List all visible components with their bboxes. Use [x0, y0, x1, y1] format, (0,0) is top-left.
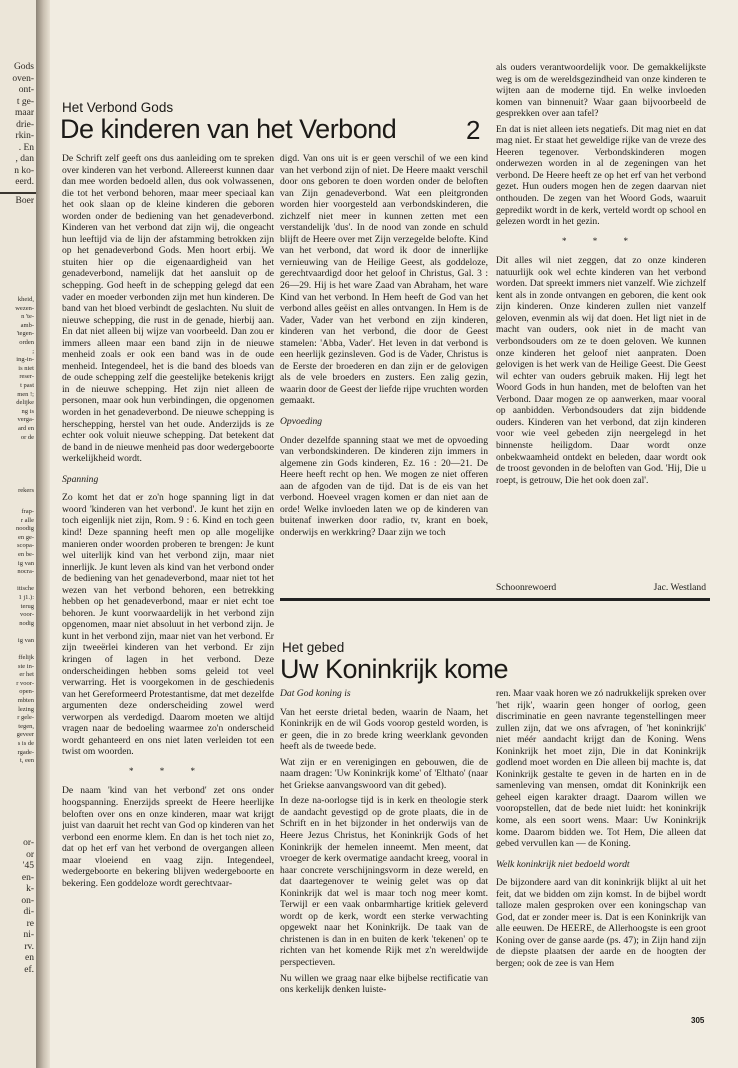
strip-line: scopa-: [17, 542, 34, 550]
strip-line: or de: [20, 433, 34, 441]
strip-line: rkin-: [15, 131, 34, 141]
strip-line: , dan: [15, 154, 34, 164]
paragraph: Van het eerste drietal beden, waarin de Naam, het Koninkrijk en de wil Gods voorop gesteld worden, is er geen, die in zo brede kring weerklank gevonden heeft als de tweede bede.: [280, 706, 488, 753]
paragraph: De naam 'kind van het verbond' zet ons onder hoogspanning. Enerzijds spreekt de Heere heerlijke beloften over ons en onze kinderen, maar wat krijgt juist van daaruit het recht van God op kinderen van het verbond een enorme klem. En dan is het toch niet zo, dat op het erf van het verbond de overgangen alleen maar vloeiend en vaag zijn. Integendeel, wedergeboorte en bekering blijven wedergeboorte en bekering. Een goddeloze wordt gerechtvaar-: [62, 785, 274, 889]
strip-line: maar: [15, 108, 34, 118]
paragraph: In deze na-oorlogse tijd is in kerk en theologie sterk de aandacht gevestigd op de grote plaats, die in de Schrift en in het bijzonder in het onderwijs van de Heere Jezus Christus, het Koninkrijk Gods of het Koninkrijk der hemelen inneemt. Men meent, dat vroeger de kerk overmatige aandacht kreeg, vooral in haar concrete verschijningsvorm in deze wereld, en dat daartegenover te weinig gelet was op dat Koninkrijk dat wel is maar toch nog meer komt. Terwijl er een vaak onbarmhartige kritiek geleverd wordt op de kerk, wordt een sterke verwachting opgewekt naar het Koninkrijk. De taak van de christenen is dan in en buiten de kerk 'tekenen' op te richten van het komende Rijk met z'n wereldwijde perspectieven.: [280, 795, 488, 969]
strip-line: t past: [20, 381, 34, 389]
strip-line: reser-: [19, 373, 34, 381]
strip-text-top: [12, 62, 34, 189]
strip-line: ni-: [23, 930, 34, 940]
strip-line: n 'te-: [21, 313, 34, 321]
article2-kicker: Het gebed: [282, 640, 345, 655]
signature-author: Jac. Westland: [653, 582, 706, 593]
strip-line: r alle: [20, 516, 34, 524]
article1-column-2: [280, 153, 488, 593]
strip-line: orden: [19, 338, 34, 346]
article1-column-3: [496, 62, 706, 582]
paragraph: De bijzondere aard van dit koninkrijk blijkt al uit het feit, dat we bidden om zijn komst. In de bijbel wordt talloze malen gesproken over een koningschap van God, dat er zonder meer is. Dat is een Koninkrijk van alle eeuwen. De HEERE, de Allerhoogste is een groot Koning over de ganse aarde (ps. 47); in Zijn hand zijn de diepste plaatsen der aarde en de hoogten der bergen; ook de zee is van Hem: [496, 877, 706, 970]
paragraph: Nu willen we graag naar elke bijbelse rectificatie van ons kerkelijk denken luiste-: [280, 972, 488, 996]
strip-line: rgade-: [17, 748, 34, 756]
strip-line: k-: [26, 884, 34, 894]
strip-text-bottom: [21, 838, 34, 976]
article2-column-3: [496, 688, 706, 1013]
strip-line: re: [26, 918, 34, 929]
strip-line: en: [25, 953, 34, 963]
magazine-page: [50, 0, 738, 1068]
strip-line: '45: [22, 861, 34, 871]
strip-line: nodig: [19, 619, 34, 627]
strip-line: drie-: [16, 119, 34, 130]
strip-line: er het: [19, 671, 34, 679]
strip-line: . En: [18, 142, 34, 153]
article2-title: Uw Koninkrijk kome: [280, 654, 509, 684]
signature-place: Schoonrewoerd: [496, 582, 557, 593]
article1-part-number: 2: [466, 115, 481, 145]
strip-line: ffelijk: [18, 654, 34, 662]
strip-line: open-: [19, 688, 34, 696]
subheading-dat-god-koning-is: Dat God koning is: [280, 688, 351, 699]
strip-line: r gele-: [17, 714, 34, 722]
article1-title: De kinderen van het Verbond: [60, 114, 397, 144]
strip-line: en be-: [17, 550, 34, 558]
paragraph: De Schrift zelf geeft ons dus aanleiding om te spreken over kinderen van het verbond. Allereerst kunnen daar dan mee worden bedoeld allen, dus ook volwassenen, die tot het verbond behoren, maar meer speciaal kan het ook slaan op de kleine kinderen die geboren worden onder de bediening van het genadeverbond. Kinderen van het verbond dat zijn wij, die ongeacht hun leeftijd via de lijn der afstamming betrokken zijn op het genadeverbond Gods. Men hoort erbij. We stuiten hier op die eigenaardigheid van het genadeverbond, namelijk dat het aansluit op de schepping. God heeft in de schepping gelegd dat een vader en moeder verbonden zijn met hun kinderen. De band van het bloed verbindt de geslachten. Nu sluit de nieuwe schepping, die rust in de genade, hierbij aan. En dat niet alleen bij wijze van voorbeeld. Dan zou er immers alleen maar een band zijn in de nieuwe menheid zoals er ook een band was in de oude menheid. Integendeel, het is die band des bloeds van de oude schepping zelf die geestelijke betekenis krijgt in de nieuwe schepping. Het zijn niet alleen de personen, maar ook hun verbindingen, die opgenomen worden in het genadeverbond. De nieuwe schepping is herschepping, herstel van het oude. Anderzijds is ze echter ook voluit nieuwe schepping. Dat betekent dat de band in de nieuwe menheid pas door wedergeboorte werkelijkheid wordt.: [62, 153, 274, 465]
section-stars: * * *: [562, 235, 640, 246]
strip-line: on-: [21, 895, 34, 906]
strip-text-boer: Boer: [15, 196, 34, 206]
strip-line: ont-: [18, 85, 34, 95]
strip-line: wezen-: [15, 304, 34, 312]
strip-line: [16, 646, 34, 655]
paragraph: ren. Maar vaak horen we zó nadrukkelijk spreken over 'het rijk', waarin geen honger of oorlog, geen discriminatie en geen navrante tegenstellingen meer zullen zijn, dat we ons afvragen, of 'het koninkrijk' niet méér aandacht krijgt dan de Koning. Wens Koninkrijk het moet zijn, Die in dat Koninkrijk godlend moet worden en Die alleen bij machte is, dat Koninkrijk gestalte te geven in de harten en in de samenleving van mensen, omdat dit Koninkrijk een geheel eigen karakter draagt. Daarom willen we vooropstellen, dat de bede niet luidt: het koninkrijk kome, als een soort wens. Maar: Uw Koninkrijk kome. Daarom bidden we. Tot Hem, Die alleen dat gebed vervullen kan — de Koning.: [496, 688, 706, 850]
strip-line: is niet: [18, 364, 34, 372]
strip-line: Gods: [13, 62, 34, 72]
strip-line: rv.: [24, 941, 34, 952]
strip-line: t ge-: [16, 96, 34, 107]
paragraph: digd. Van ons uit is er geen verschil of we een kind van het verbond zijn of niet. De Heere maakt verschil door ons geboren te doen worden onder de beloften van Zijn genadeverbond. Wat een pleitgronden worden hier voorgesteld aan verbondskinderen, die zichzelf niet meer in kunnen zetten met een verstandelijk 'dus'. In de nood van zonde en schuld blijft de Heere over met Zijn verzegelde belofte. Kind van het verbond, dat word ik door de innerlijke vernieuwing van de Heilige Geest, als goddeloze, gerechtvaardigd door het geloof in Christus, Gal. 3 : 26—29. Hij is het ware Zaad van Abraham, het ware Kind van het verbond. In Hem heeft de God van het verbond alles geëist en alles ontvangen. In Hem is de Vader, Vader van het verbond en zijn kinderen, kinderen van het verbond, die door de Geest stamelen: 'Abba, Vader'. Het leven in dat verbond is een heerlijk gezinsleven. God is de Vader, Christus is de Eerste der broederen en dan zijn er de gelovigen als de vele broeders en zusters. Een zalig gezin, waarin door de Geest der liefde rijpe vruchten worden gemaakt.: [280, 153, 488, 407]
page-number: 305: [691, 1016, 705, 1025]
strip-line: geveer: [16, 731, 34, 739]
paragraph: En dat is niet alleen iets negatiefs. Dit mag niet en dat mag niet. Er staat het geweldige rijke van de vreze des Heeren tegenover. Verbondskinderen mogen onderwezen worden in al de zegeningen van het verbond. De Heere heeft ze op het erf van het verbond gezet. Hun ouders mogen hen de zegen daarvan niet onthouden. De zegen van het Woord Gods, waaruit gepredikt wordt in de kerk, verteld wordt op school en gelezen wordt in het gezin.: [496, 123, 706, 228]
strip-text-breakers: rekers: [18, 487, 34, 494]
strip-line: n ko-: [14, 165, 34, 176]
subheading-welk-koninkrijk: Welk koninkrijk niet bedoeld wordt: [496, 858, 630, 870]
strip-line: ig van: [17, 559, 34, 567]
strip-line: terug: [20, 602, 34, 610]
strip-line: ng is: [21, 407, 34, 415]
strip-rule: [0, 192, 36, 194]
strip-line: r voor-: [16, 679, 34, 687]
strip-line: amb-: [20, 321, 34, 329]
adjacent-page-strip: [0, 0, 36, 1068]
subheading-opvoeding: Opvoeding: [280, 416, 323, 428]
strip-line: en ge-: [17, 533, 34, 541]
strip-line: ;: [32, 347, 34, 355]
binding-shadow: [36, 0, 50, 1068]
strip-line: s is de: [17, 740, 34, 748]
strip-line: 'tegen-: [16, 330, 34, 338]
strip-line: di-: [23, 907, 34, 917]
article2-column-2: [280, 688, 488, 1013]
strip-line: kheid,: [17, 296, 34, 303]
paragraph: als ouders verantwoordelijk voor. De gemakkelijkste weg is om de wereldsgezindheid van onze kinderen te wijten aan de moderne tijd. En welke invloeden komen van binnenuit? Waar gaan bijvoorbeeld de gesprekken over aan tafel?: [496, 62, 706, 120]
strip-line: oven-: [12, 73, 34, 84]
strip-line: frap-: [21, 508, 34, 515]
strip-line: voor-: [20, 611, 34, 619]
strip-line: men !;: [17, 390, 34, 398]
strip-line: or: [26, 849, 34, 860]
paragraph: Onder dezelfde spanning staat we met de opvoeding van verbondskinderen. De kinderen zijn immers in algemene zin Gods kinderen, Ez. 16 : 20—21. De Heere heeft recht op hen. We mogen ze niet offeren aan de afgoden van de tijd. Dat is de eis van het verbond. Hoeveel vragen komen er dan niet aan de orde! Welke invloeden laten we op de kinderen van buitenaf inwerken door radio, tv, krant en boek, onderwijs en werkkring? Daar zijn we toch: [280, 434, 488, 538]
strip-line: 1 j1.):: [18, 593, 34, 601]
strip-line: [16, 577, 34, 586]
strip-line: delijke: [16, 399, 34, 407]
strip-line: ste in-: [17, 662, 34, 670]
strip-line: en-: [21, 872, 34, 883]
strip-line: ing-in-: [16, 356, 34, 364]
strip-line: ef.: [24, 964, 34, 975]
subheading-spanning: Spanning: [62, 473, 99, 485]
strip-line: lezing: [18, 705, 34, 713]
article1-kicker: Het Verbond Gods: [62, 100, 174, 115]
strip-line: [16, 628, 34, 637]
strip-line: nocra-: [17, 568, 34, 576]
strip-text-middle: [15, 296, 34, 442]
strip-line: t, een: [19, 757, 34, 765]
strip-line: or-: [23, 838, 34, 848]
strip-line: mbten: [17, 697, 34, 705]
strip-line: ard en: [17, 424, 34, 432]
strip-line: itische: [17, 585, 34, 593]
strip-line: eerd.: [15, 177, 34, 187]
strip-text-lower: [16, 508, 34, 766]
section-stars: * * *: [129, 765, 207, 776]
paragraph: Zo komt het dat er zo'n hoge spanning ligt in dat woord 'kinderen van het verbond'. Je kunt het zijn en toch eigenlijk niet zijn, Rom. 9 : 6. Kind en toch geen kind! Deze spanning heeft men op alle mogelijke manieren onder woorden proberen te brengen: Je kunt wel uiterlijk kind van het verbond zijn, maar niet innerlijk. Je kunt leven als kind van het verbond onder de bediening van het genadeverbond, maar niet tot het wezen van het verbond behoren, een betrekking hebben op het genadeverbond, maar er niet echt toe behoren. Je kunt voorwaardelijk in het verbond zijn opgenomen, maar niet absoluut in het verbond zijn. Je kunt in het verbond zijn, maar niet van het verbond. Er zijn tweeërlei kinderen van het verbond. Er zijn kringen of lagen in het verbond. Deze onderscheidingen hebben soms geleid tot veel verwarring. Het is voorgekomen in de geschiedenis van het Gereformeerd Protestantisme, dat met dezelfde argumenten deze onderscheiding zowel werd verworpen als verdedigd. Daarom moeten we altijd vragen naar de bedoeling waarmee zo'n onderscheid wordt gehanteerd en ons niet laten verleiden tot een twist om woorden.: [62, 492, 274, 758]
article1-signature: [496, 582, 706, 593]
paragraph: Dit alles wil niet zeggen, dat zo onze kinderen natuurlijk ook wel echte kinderen van het verbond worden. Dat spreekt immers niet vanzelf. Wie zichzelf kent als in zonde ontvangen en geboren, die kent ook zijn kinderen. Onze kinderen zullen niet vanzelf geloven, evenmin als wij dat doen. Het ligt niet in de macht van ouders, ook niet in de macht van verbondsouders om ze te doen geloven. We kunnen onze kinderen het geloof niet aanpraten. Doen gelovigen is het werk van de Heilige Geest. Die Geest wil echter van ouders gebruik maken. Hij legt het Woord Gods in hun handen, met de beloften van het Verbond. Daar mogen ze op aanwerken, maar vooral op aanbidden. Verbondsouders dat zijn biddende ouders. Kinderen van het verbond, dat zijn kinderen voor wie veel gebeden zijn neergelegd in het binnenste heiligdom. Daar wordt onze onbekwaamheid ontdekt en beleden, daar wordt ook de troost gevonden in de beloften van God. 'Hij, Die u roept, is getrouw, Die het ook doen zal'.: [496, 255, 706, 486]
article-separator-rule: [280, 598, 710, 601]
article1-column-1: [62, 153, 274, 1013]
strip-line: verga-: [17, 416, 34, 424]
strip-line: noodig: [15, 525, 34, 533]
paragraph: Wat zijn er en verenigingen en gebouwen, die de naam dragen: 'Uw Koninkrijk kome' of 'Elthato' (naar het Griekse aanvangswoord van dit gebed).: [280, 756, 488, 791]
strip-line: ig van: [17, 636, 34, 644]
strip-line: tegen,: [18, 722, 34, 730]
